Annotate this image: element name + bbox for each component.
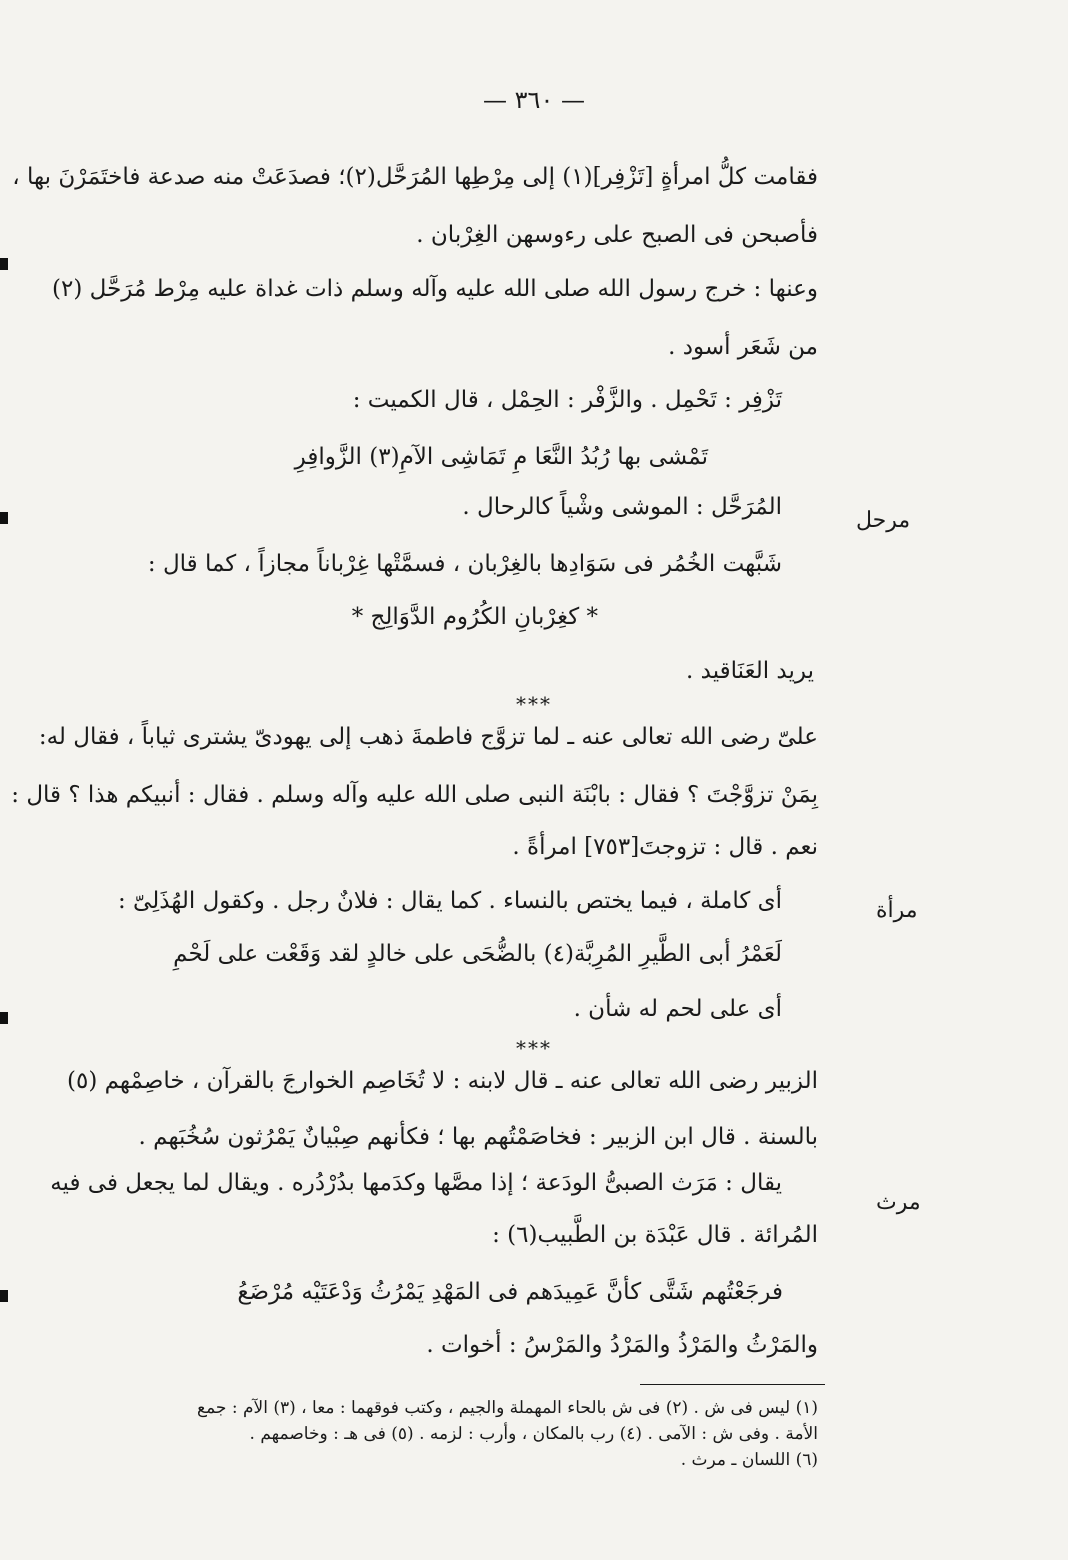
text-line: وعنها : خرج رسول الله صلى الله عليه وآله وسلم ذات غداة عليه مِرْط مُرَحَّل (٢) [52,276,818,302]
text-line: شَبَّهت الخُمُر فى سَوَادِها بالغِرْبان ، فسمَّتْها غِرْباناً مجازاً ، كما قال : [147,551,782,577]
text-line: تَزْفِر : تَحْمِل . والزَّفْر : الحِمْل ، قال الكميت : [352,387,782,413]
footnote-rule [640,1384,825,1385]
section-separator: *** [516,692,552,716]
text-line: علىّ رضى الله تعالى عنه ـ لما تزوَّج فاطمةَ ذهب إلى يهودىّ يشترى ثياباً ، فقال له: [38,724,818,750]
text-line: بِمَنْ تزوَّجْتَ ؟ فقال : بابْنَة النبى صلى الله عليه وآله وسلم . فقال : أنبيكم هذا ؟ قال : [11,782,818,808]
footnote-line: (٦) اللسان ـ مرث . [680,1450,818,1470]
margin-headword: مرحل [856,508,911,533]
text-line: نعم . قال : تزوجتَ[٧٥٣] امرأةً . [512,834,818,860]
footnote-line: الأمة . وفى ش : الآمى . (٤) رب بالمكان ، وأرب : لزمه . (٥) فى هـ : وخاصمهم . [249,1424,818,1444]
scan-edge-mark [0,1012,8,1024]
text-line: المُرائة . قال عَبْدَة بن الطَّبيب(٦) : [492,1222,818,1248]
scan-edge-mark [0,1290,8,1302]
text-line: أى على لحم له شأن . [573,996,782,1022]
scan-edge-mark [0,258,8,270]
text-line: المُرَحَّل : الموشى وشْياً كالرحال . [462,494,782,520]
margin-headword: مرأة [876,898,918,923]
text-line: يقال : مَرَث الصبىُّ الودَعة ؛ إذا مصَّها وكدَمها بدُرْدُره . ويقال لما يجعل فى فيه [50,1170,782,1196]
verse-line: * كغِرْبانِ الكُرُوم الدَّوَالِج * [351,604,598,630]
scan-edge-mark [0,512,8,524]
verse-line: تَمْشى بها رُبُدُ النَّعَا مِ تَمَاشِى الآمِ(٣) الزَّوافِرِ [294,444,708,470]
text-line: فقامت كلُّ امرأةٍ [تَزْفِر](١) إلى مِرْطِها المُرَحَّل(٢)؛ فصدَعَتْ منه صدعة فاختَمَرْنَ بها ، [12,164,818,190]
text-line: فأصبحن فى الصبح على رءوسهن الغِرْبان . [416,222,818,248]
text-line: والمَرْثُ والمَرْذُ والمَرْدُ والمَرْسُ : أخوات . [426,1332,818,1358]
text-line: يريد العَنَاقيد . [686,658,814,684]
text-line: الزبير رضى الله تعالى عنه ـ قال لابنه : لا تُخَاصِم الخوارجَ بالقرآن ، خاصِمْهم (٥) [66,1068,818,1094]
text-line: من شَعَر أسود . [668,334,818,360]
margin-headword: مرث [876,1190,921,1215]
verse-line: فرجَعْتُهم شَتَّى كأنَّ عَمِيدَهم فى المَهْدِ يَمْرُثُ وَدْعَتَيْه مُرْضَعُ [237,1279,783,1305]
footnote-line: (١) ليس فى ش . (٢) فى ش بالحاء المهملة والجيم ، وكتب فوقهما : معا ، (٣) الآم : جمع [197,1398,818,1418]
verse-line: لَعَمْرُ أبى الطَّيرِ المُرِبَّة(٤) بالضُّحَى على خالدٍ لقد وَقَعْت على لَحْمِ [173,941,782,967]
page-number: — ٣٦٠ — [483,86,585,114]
text-line: بالسنة . قال ابن الزبير : فخاصَمْتُهم بها ؛ فكأنهم صِبْيانٌ يَمْرُثون سُخُبَهم . [138,1124,818,1150]
section-separator: *** [516,1036,552,1060]
text-line: أى كاملة ، فيما يختص بالنساء . كما يقال : فلانٌ رجل . وكقول الهُذَلِىّ : [117,888,782,914]
